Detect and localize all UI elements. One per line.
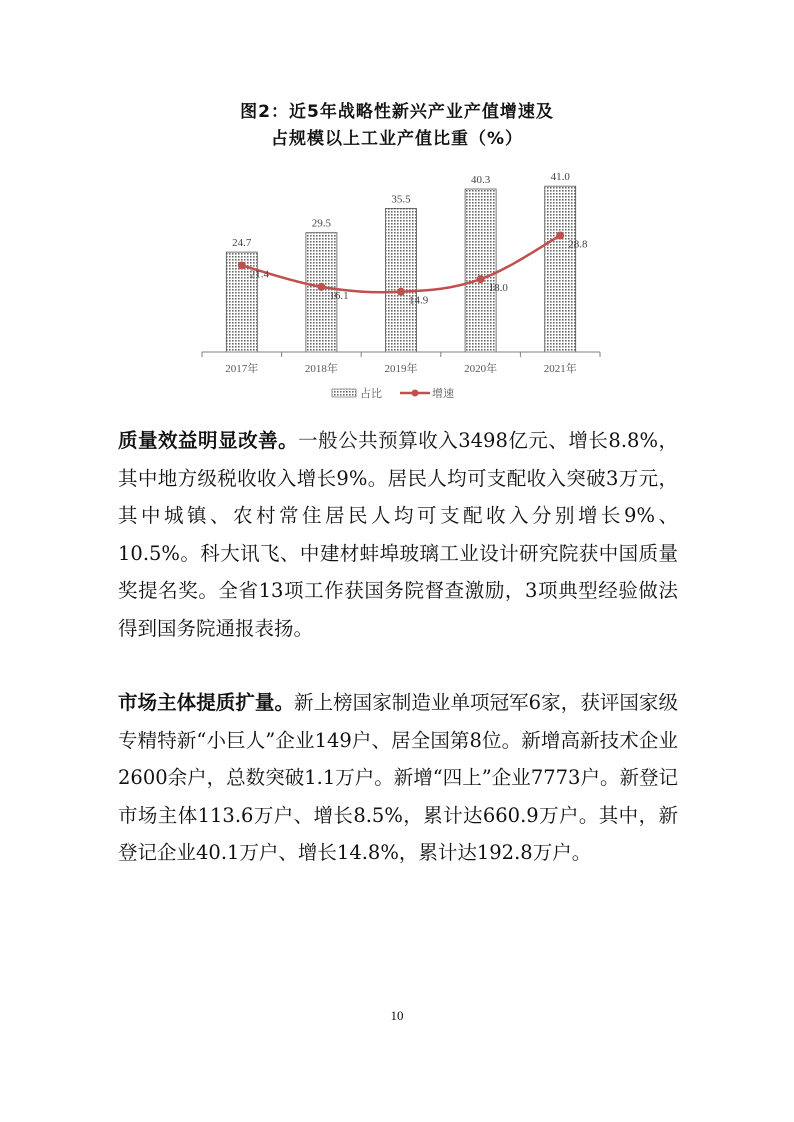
bar-label-2: 35.5	[391, 193, 411, 206]
paragraph-lead: 质量效益明显改善。	[118, 429, 299, 452]
line-label-3: 18.0	[488, 282, 508, 295]
chart-title-line-1: 图2：近5年战略性新兴产业产值增速及	[240, 102, 554, 122]
legend-line-label: 增速	[432, 387, 454, 400]
chart-title-line-2: 占规模以上工业产值比重（%）	[270, 129, 524, 149]
combo-chart	[190, 160, 610, 410]
line-point-3	[477, 275, 485, 283]
line-point-0	[238, 261, 246, 269]
bar-2	[386, 208, 417, 352]
paragraph-quality	[118, 422, 678, 647]
line-label-0: 21.4	[249, 268, 270, 281]
bar-4	[545, 186, 576, 352]
line-label-1: 16.1	[329, 289, 349, 302]
bar-label-3: 40.3	[470, 174, 491, 187]
bar-label-1: 29.5	[311, 217, 332, 230]
x-tick-label-0: 2017年	[225, 363, 259, 375]
legend-bar-label: 占比	[360, 387, 382, 400]
x-tick-label-2: 2019年	[384, 363, 418, 375]
legend-bar-swatch	[332, 389, 356, 397]
paragraph-body: 新上榜国家制造业单项冠军6家，获评国家级专精特新“小巨人”企业149户、居全国第8位。新增高新技术企业2600余户，总数突破1.1万户。新增“四上”企业7773户。新登记市场主体113.6万户、增长8.5%，累计达660.9万户。其中，新登记企业40.1万户、增长14.8%，累计达192.8万户。	[118, 691, 678, 864]
line-point-4	[556, 232, 564, 240]
bar-3	[465, 189, 496, 352]
paragraph-market	[118, 684, 678, 872]
line-point-2	[397, 288, 405, 296]
line-label-2: 14.9	[409, 294, 429, 307]
x-tick-label-3: 2020年	[464, 363, 498, 375]
paragraph-body: 一般公共预算收入3498亿元、增长8.8%，其中地方级税收收入增长9%。居民人均可支配收入突破3万元，其中城镇、农村常住居民人均可支配收入分别增长9%、10.5%。科大讯飞、中建材蚌埠玻璃工业设计研究院获中国质量奖提名奖。全省13项工作获国务院督查激励，3项典型经验做法得到国务院通报表扬。	[118, 429, 678, 640]
legend-line-marker	[412, 390, 419, 397]
bar-label-4: 41.0	[550, 171, 570, 184]
paragraph-lead: 市场主体提质扩量。	[118, 691, 295, 714]
line-label-4: 28.8	[568, 238, 588, 251]
x-tick-label-1: 2018年	[304, 363, 338, 375]
page-number: 10	[390, 1008, 404, 1023]
line-point-1	[317, 283, 325, 291]
bar-label-0: 24.7	[232, 237, 252, 250]
x-tick-label-4: 2021年	[543, 363, 577, 375]
